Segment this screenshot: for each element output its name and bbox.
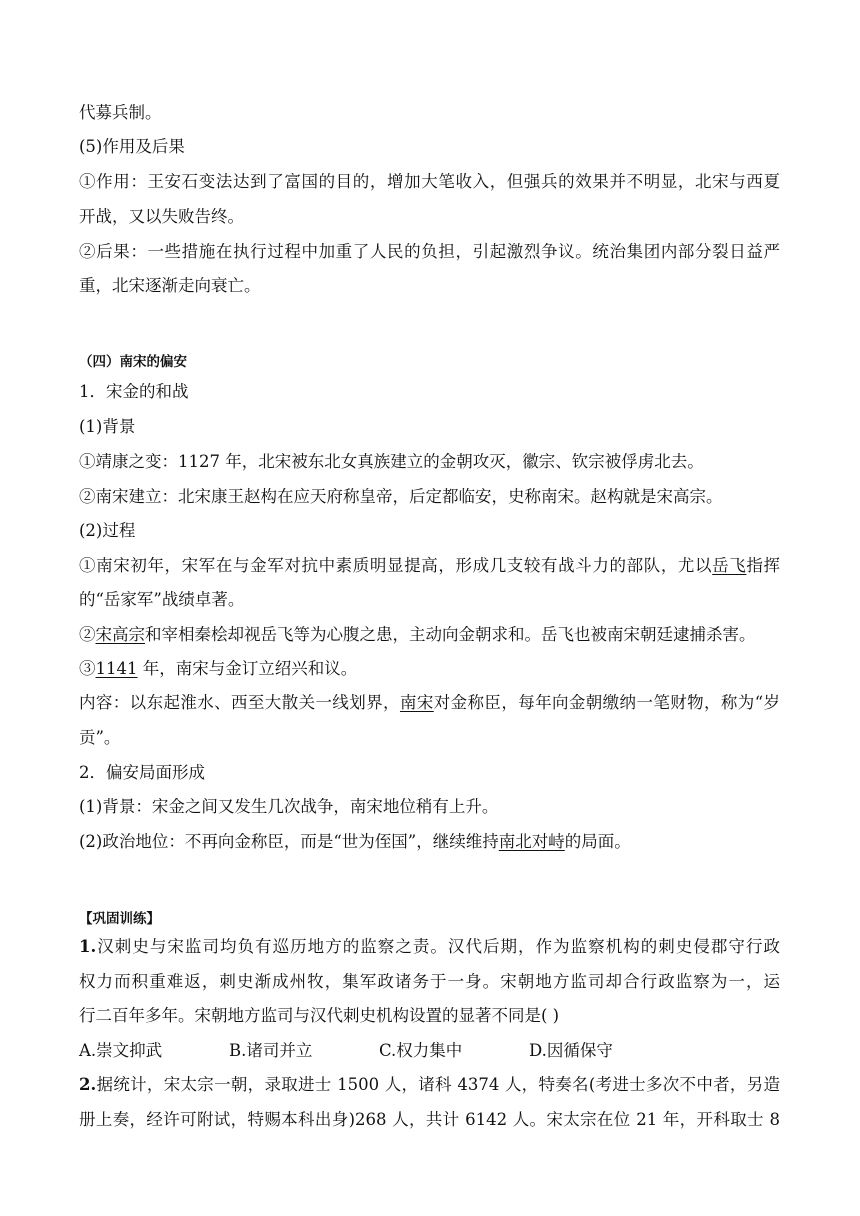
text-line: 重，北宋逐渐走向衰亡。: [79, 276, 261, 295]
question-line: [79, 1074, 780, 1096]
question-number: 1.: [79, 937, 97, 956]
underlined-term: 宋高宗: [95, 625, 145, 644]
subheading: (5)作用及后果: [79, 137, 185, 156]
option-c: C.权力集中: [379, 1041, 463, 1060]
text-line: ②南宋建立：北宋康王赵构在应天府称皇帝，后定都临安，史称南宋。赵构就是宋高宗。: [79, 487, 723, 506]
text-line: ①靖康之变：1127 年，北宋被东北女真族建立的金朝攻灭，徽宗、钦宗被俘虏北去。: [79, 452, 704, 471]
text-line: [79, 692, 780, 714]
question-line: 权力而积重难返，刺史渐成州牧，集军政诸务于一身。宋朝地方监司却合行政监察为一，运: [79, 972, 780, 991]
text-line: (1)背景：宋金之间又发生几次战争，南宋地位稍有上升。: [79, 797, 499, 816]
text-line: 代募兵制。: [79, 103, 162, 122]
text-line: 的“岳家军”战绩卓著。: [79, 590, 245, 609]
text-line: ②后果：一些措施在执行过程中加重了人民的负担，引起激烈争议。统治集团内部分裂日益严: [79, 242, 780, 261]
text-span: 内容：以东起淮水、西至大散关一线划界，: [79, 693, 400, 712]
section-heading: （四）南宋的偏安: [79, 354, 187, 370]
text-span: 年，南宋与金订立绍兴和议。: [137, 659, 358, 678]
text-span: 的局面。: [564, 832, 631, 851]
answer-options: [79, 1040, 780, 1062]
text-line: [79, 831, 780, 853]
text-span: ③: [79, 659, 96, 678]
text-line: [79, 555, 780, 577]
text-span: ②: [79, 625, 96, 644]
text-span: 对金称臣，每年向金朝缴纳一笔财物，称为“岁: [433, 693, 781, 712]
subheading: 2．偏安局面形成: [79, 763, 205, 782]
underlined-term: 南宋: [399, 693, 434, 712]
text-span: 汉刺史与宋监司均负有巡历地方的监察之责。汉代后期，作为监察机构的刺史侵郡守行政: [96, 937, 780, 956]
underlined-term: 1141: [95, 659, 138, 678]
subheading: (2)过程: [79, 521, 136, 540]
text-span: ①南宋初年，宋军在与金军对抗中素质明显提高，形成几支较有战斗力的部队，尤以: [79, 556, 713, 575]
question-line: 册上奏，经许可附试，特赐本科出身)268 人，共计 6142 人。宋太宗在位 21 年，开科取士 8: [79, 1110, 780, 1129]
text-span: (2)政治地位：不再向金称臣，而是“世为侄国”，继续维持: [79, 832, 499, 851]
text-line: 开战，又以失败告终。: [79, 207, 244, 226]
section-heading: 【巩固训练】: [79, 911, 160, 927]
underlined-term: 岳飞: [712, 556, 747, 575]
subheading: (1)背景: [79, 417, 136, 436]
option-d: D.因循保守: [529, 1041, 613, 1060]
text-line: 贡”。: [79, 728, 121, 747]
option-a: A.崇文抑武: [79, 1041, 163, 1060]
option-b: B.诸司并立: [229, 1041, 313, 1060]
text-line: [79, 658, 780, 680]
text-span: 和宰相秦桧却视岳飞等为心腹之患，主动向金朝求和。岳飞也被南宋朝廷逮捕杀害。: [145, 625, 756, 644]
text-span: 指挥: [746, 556, 781, 575]
question-line: 行二百年多年。宋朝地方监司与汉代刺史机构设置的显著不同是( ): [79, 1006, 560, 1025]
question-line: [79, 936, 780, 958]
text-line: [79, 624, 780, 646]
text-line: ①作用：王安石变法达到了富国的目的，增加大笔收入，但强兵的效果并不明显，北宋与西夏: [79, 172, 780, 191]
subheading: 1．宋金的和战: [79, 382, 189, 401]
text-span: 据统计，宋太宗一朝，录取进士 1500 人，诸科 4374 人，特奏名(考进士多次不中者，另造: [96, 1075, 780, 1094]
underlined-term: 南北对峙: [498, 832, 565, 851]
question-number: 2.: [79, 1075, 97, 1094]
